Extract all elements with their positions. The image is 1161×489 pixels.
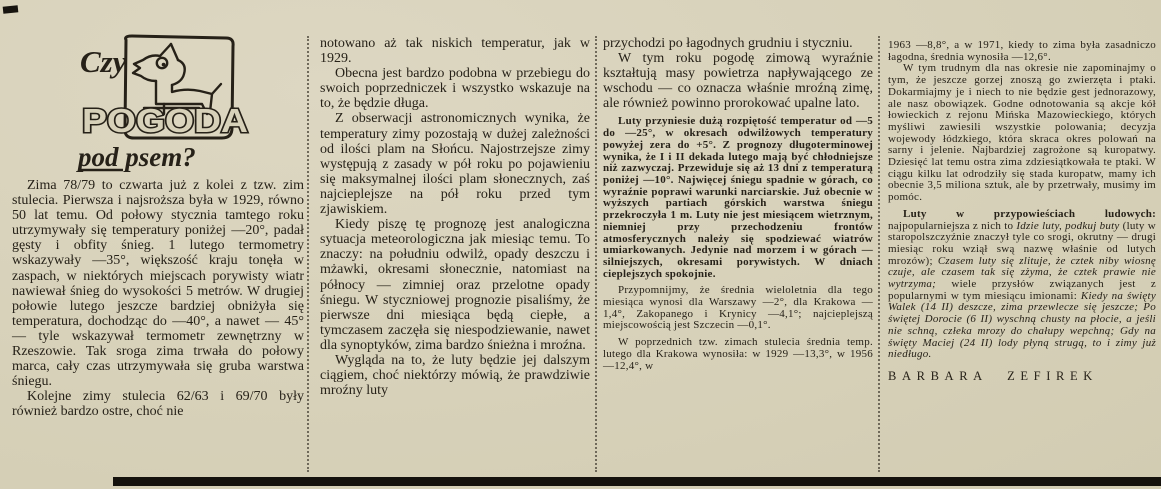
text-run: Obecna jest bardzo podobna w przebiegu do swoich poprzedniczek i wszystko wskazuje na to, że będzie długa. [320,66,590,112]
text-run: BARBARA ZEFIREK [888,368,1098,383]
text-run: przychodzi po łagodnych grudniu i styczniu. [603,36,853,51]
paragraph [320,66,590,111]
text-run: Kiedy piszę tę prognozę jest analogiczna sytuacja meteorologiczna jak miesiąc temu. To znaczy: na południu odwilż, opady deszczu i mżawki, okresami słonecznie, natomiast na północy — zimniej oraz przelotne opady śniegu. W styczniowej prognozie pisaliśmy, że pierwsze dni miesiąca będą ciepłe, a tymczasem zaczęła się niespodziewanie, nawet dla synoptyków, zima bardzo śnieżna i mroźna. [320,217,590,353]
text-run: Najwięcej śniegu spadnie w górach, co wyraźnie poprawi warunki narciarskie. Już obecnie w wyższych partiach górskich warstwa śniegu przekroczyła 1 m. Luty nie jest miesiącem wietrznym, niemniej przy przechodzeniu frontów atmosferycznych należy się spodziewać wiatrów umiarkowanych. Jedynie nad morzem i w górach — silniejszych, okresami porywistych. W dniach cieplejszych spokojnie. [603,173,873,280]
column-4 [888,40,1156,384]
paragraph [888,40,1156,63]
author-byline [888,369,1156,384]
text-run: Przewiduje się aż 13 dni z temperaturą poniżej —10°. [603,162,873,186]
column-3 [603,36,873,372]
text-run: wiele przysłów związanych jest z popularnymi w tym miesiącu imionami: [888,278,1157,302]
paragraph [320,353,590,398]
text-run: Kolejne zimy stulecia 62/63 i 69/70 były również bardzo ostre, choć nie [12,389,304,420]
masthead-word-czy: Czy [80,44,127,79]
bottom-rule [113,477,1161,486]
text-run: Zima 78/79 to czwarta już z kolei z tzw. zim stulecia. Pierwsza i najsroższa była w 1929, równo 50 lat temu. Od połowy stycznia tamtego roku utrzymywały się temperatury poniżej —20°, padał gęsty i obfity śnieg. 1 lutego termometry wskazywały —35°, większość kraju tonęła w zaspach, w niektórych miejscach porywisty wiatr nawiewał śnieg do wysokości 5 metrów. W drugiej połowie lutego jeszcze bardziej obniżyła się temperatura, dochodząc do —40°, a nawet — 45° — tyle wskazywał termometr zewnętrzny w Rzeszowie. Tak sroga zima trwała do połowy marca, cały czas utrzymywała się gruba warstwa śniegu. [12,178,304,390]
masthead-word-pogoda: POGODA [82,102,248,139]
paragraph [603,36,873,51]
text-run: najpopularniejsza z nich to [888,219,1017,232]
paragraph [888,63,1156,203]
pogoda-logo [74,26,256,172]
column-1-text [12,178,304,420]
text-run: W poprzednich tzw. zimach stulecia średnia temp. lutego dla Krakowa wynosiła: w 1929 —13,3°, w 1956 —12,4°, w [603,336,873,372]
text-run: W tym roku pogodę zimową wyraźnie kształtują masy powietrza napływającego ze wschodu — co oznacza właśnie mroźną zimę, ale również powinno prorokować upalne lato. [603,51,873,112]
corner-mark [3,5,19,14]
paragraph [12,178,304,389]
text-run: W tym trudnym dla nas okresie nie zapominajmy o tym, że jeszcze gorzej znoszą go zwierzęta i ptaki. Dokarmiajmy je i niech to nie będzie gest jednorazowy, ale nasz obowiązek. Godne odnotowania są akcje kół łowieckich z rejonu Mińska Mazowieckiego, których myśliwi zawiesili wszystkie polowania; decyzja wojewody łódzkiego, która skraca okres polowań na sarny i jelenie. Najbardziej zagrożone są kuropatwy. Dziesięć lat temu ostra zima zdziesiątkowała te ptaki. W ciągu kilku lat odrodziły się stada kuropatw, mamy ich obecnie 3,5 miliona sztuk, ale by przetrwały, musimy im pomóc. [888,62,1156,204]
text-run: notowano aż tak niskich temperatur, jak w 1929. [320,36,590,67]
paragraph [603,116,873,280]
text-run: Z obserwacji astronomicznych wynika, że temperatury zimy pozostają w dużej zależności od ilości plam na Słońcu. Najostrzejsze zimy występują z zasady w pół roku po pojawieniu się maksymalnej ilości plam słonecznych, zaś najcieplejsze na pół roku przed tym zjawiskiem. [320,111,590,218]
paragraph [603,51,873,111]
text-run: Czasem luty się zlituje, że cztek niby wiosnę czuje, ale czasem tak się zżyma, że cztek prawie nie wytrzyma; [888,254,1157,291]
paragraph [320,217,590,353]
text-run: 1963 —8,8°, a w 1971, kiedy to zima była zasadniczo łagodna, średnia wynosiła —12,6°. [888,39,1156,63]
text-run: Przypomnijmy, że średnia wieloletnia dla tego miesiąca wynosi dla Warszawy —2°, dla Krakowa —1,4°, Zakopanego i Krynicy —4,1°; najcieplejszą miejscowością jest Szczecin —0,1°. [603,284,873,332]
paragraph [320,111,590,217]
text-run: (luty w staropolszczyźnie znaczył tyle co srogi, okrutny — drugi miesiąc roku wziął swą nazwę właśnie od lutych mrozów); [888,219,1156,267]
paragraph [888,209,1156,361]
text-run: Wygląda na to, że luty będzie jej dalszym ciągiem, choć niektórzy mówią, że prawdziwie mroźny luty [320,352,590,399]
paragraph [603,337,873,372]
column-divider [307,36,309,472]
paragraph [603,285,873,332]
text-run: Idzie luty, podkuj buty [1016,219,1123,232]
text-run: Luty przyniesie dużą rozpiętość temperatur od —5 do —25°, w okresach odwilżowych temperatury powyżej zera do +5°. Z prognozy długoterminowej wynika, że I i II dekada lutego mają być chłodniejsze niż zazwyczaj. [603,115,873,175]
column-divider [878,36,880,472]
column-divider [595,36,597,472]
text-run: Kiedy na święty Walek (14 II) deszcze, zima przewlecze się jeszcze; Po świętej Dorocie (6 II) wyschną chusty na płocie, a jeśli nie schną, człeka mrozy do chałupy wepchną; Gdy na święty Maciej (24 II) lody płyną strugą, to i zimy już niedługo. [888,289,1156,361]
pogoda-masthead [74,26,256,172]
text-run: Luty w przypowieściach ludowych: [903,207,1156,220]
column-2 [320,36,590,398]
masthead-word-pod-psem: pod psem? [78,142,196,172]
column-1 [12,26,304,420]
paragraph [320,36,590,66]
paragraph [12,389,304,419]
